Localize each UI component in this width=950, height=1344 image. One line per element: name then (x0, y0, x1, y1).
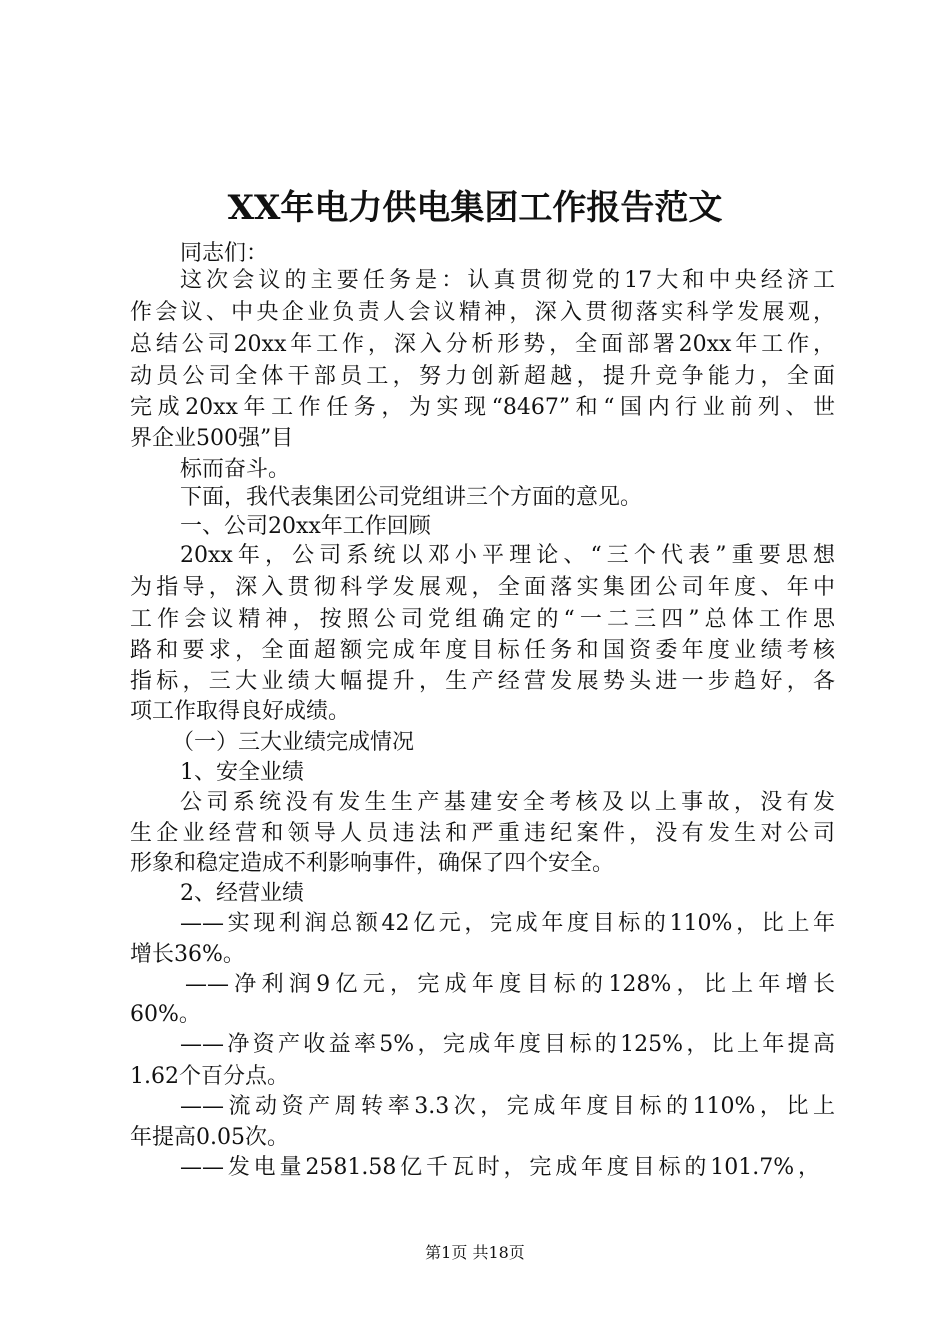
body-line: 年提高0.05次。 (130, 1125, 289, 1150)
subsection-heading: （一）三大业绩完成情况 (172, 730, 415, 755)
body-line: 指标，三大业绩大幅提升，生产经营发展势头进一步趋好，各 (130, 669, 835, 694)
item-heading: 1、安全业绩 (180, 760, 304, 785)
body-line: 生企业经营和领导人员违法和严重违纪案件，没有发生对公司 (130, 821, 835, 846)
body-line: 60%。 (130, 1002, 201, 1027)
document-title: XX年电力供电集团工作报告范文 (227, 188, 723, 228)
body-line: 为指导，深入贯彻科学发展观，全面落实集团公司年度、年中 (130, 575, 835, 600)
body-line: ——发电量2581.58亿千瓦时，完成年度目标的101.7%， (180, 1155, 820, 1180)
body-line: 1.62个百分点。 (130, 1064, 289, 1089)
body-line: 这次会议的主要任务是：认真贯彻党的17大和中央经济工 (180, 268, 835, 293)
body-line: 公司系统没有发生生产基建安全考核及以上事故，没有发 (180, 790, 835, 815)
item-heading: 2、经营业绩 (180, 881, 304, 906)
body-line: 增长36%。 (130, 942, 245, 967)
body-line: 完成20xx年工作任务，为实现“8467”和“国内行业前列、世 (130, 395, 835, 420)
body-line: 作会议、中央企业负责人会议精神，深入贯彻落实科学发展观， (130, 300, 835, 325)
body-line: 路和要求，全面超额完成年度目标任务和国资委年度业绩考核 (130, 638, 835, 663)
section-heading: 一、公司20xx年工作回顾 (180, 514, 431, 539)
body-line: 界企业500强”目 (130, 426, 294, 451)
body-line: 标而奋斗。 (180, 457, 291, 482)
body-line: 下面，我代表集团公司党组讲三个方面的意见。 (180, 485, 643, 510)
body-line: 动员公司全体干部员工，努力创新超越，提升竞争能力，全面 (130, 364, 835, 389)
body-line: ——净利润9亿元，完成年度目标的128%，比上年增长 (185, 972, 835, 997)
salutation: 同志们： (180, 241, 269, 266)
body-line: 形象和稳定造成不利影响事件，确保了四个安全。 (130, 851, 615, 876)
body-line: ——流动资产周转率3.3次，完成年度目标的110%，比上 (180, 1094, 835, 1119)
body-line: ——净资产收益率5%，完成年度目标的125%，比上年提高 (180, 1032, 835, 1057)
body-line: 总结公司20xx年工作，深入分析形势，全面部署20xx年工作， (130, 332, 835, 357)
body-line: ——实现利润总额42亿元，完成年度目标的110%，比上年 (180, 911, 835, 936)
body-line: 项工作取得良好成绩。 (130, 699, 351, 724)
page-number-footer: 第1页 共18页 (425, 1243, 525, 1262)
body-line: 工作会议精神，按照公司党组确定的“一二三四”总体工作思 (130, 607, 835, 632)
body-line: 20xx年，公司系统以邓小平理论、“三个代表”重要思想 (180, 543, 835, 568)
